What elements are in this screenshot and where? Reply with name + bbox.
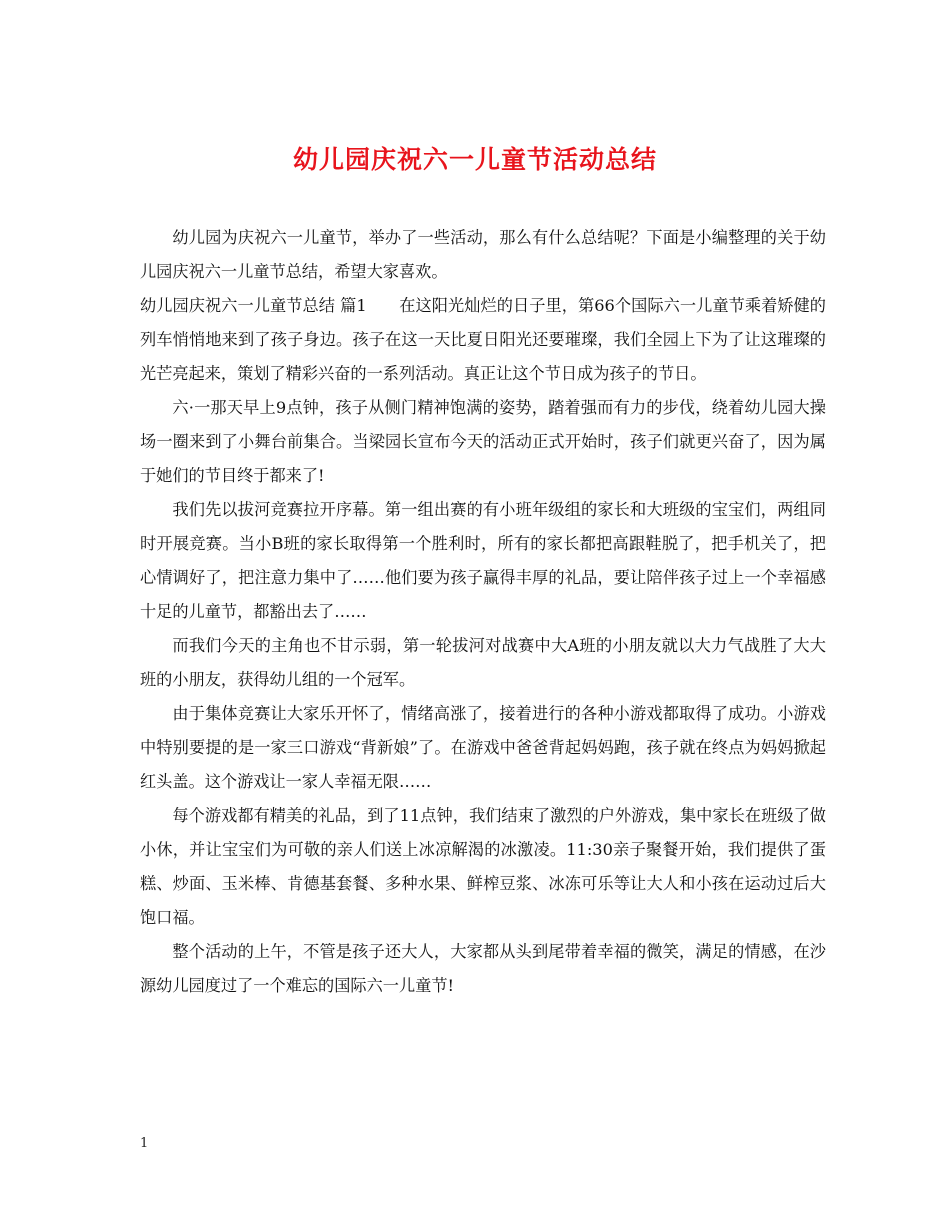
paragraph-tug-of-war: 我们先以拔河竞赛拉开序幕。第一组出赛的有小班年级组的家长和大班级的宝宝们，两组同时开展竞赛。当小B班的家长取得第一个胜利时，所有的家长都把高跟鞋脱了，把手机关了，把心情调好了，把注意力集中了……他们要为孩子赢得丰厚的礼品，要让陪伴孩子过上一个幸福感十足的儿童节，都豁出去了……	[140, 500, 826, 621]
document-body	[140, 221, 826, 1003]
paragraph-morning: 六·一那天早上9点钟，孩子从侧门精神饱满的姿势，踏着强而有力的步伐，绕着幼儿园大操场一圈来到了小舞台前集合。当梁园长宣布今天的活动正式开始时，孩子们就更兴奋了，因为属于她们的节目终于都来了!	[140, 398, 826, 485]
page-number: 1	[140, 1136, 149, 1151]
paragraph-games: 由于集体竞赛让大家乐开怀了，情绪高涨了，接着进行的各种小游戏都取得了成功。小游戏中特别要提的是一家三口游戏“背新娘”了。在游戏中爸爸背起妈妈跑，孩子就在终点为妈妈掀起红头盖。这个游戏让一家人幸福无限……	[140, 704, 826, 791]
paragraph-conclusion: 整个活动的上午，不管是孩子还大人，大家都从头到尾带着幸福的微笑，满足的情感，在沙源幼儿园度过了一个难忘的国际六一儿童节!	[140, 942, 826, 995]
paragraph-lunch: 每个游戏都有精美的礼品，到了11点钟，我们结束了激烈的户外游戏，集中家长在班级了做小休，并让宝宝们为可敬的亲人们送上冰凉解渴的冰激凌。11:30亲子聚餐开始，我们提供了蛋糕、炒面、玉米棒、肯德基套餐、多种水果、鲜榨豆浆、冰冻可乐等让大人和小孩在运动过后大饱口福。	[140, 806, 826, 927]
paragraph-intro: 幼儿园为庆祝六一儿童节，举办了一些活动，那么有什么总结呢？下面是小编整理的关于幼儿园庆祝六一儿童节总结，希望大家喜欢。	[140, 228, 826, 281]
paragraph-section-1: 幼儿园庆祝六一儿童节总结 篇1 在这阳光灿烂的日子里，第66个国际六一儿童节乘着矫健的列车悄悄地来到了孩子身边。孩子在这一天比夏日阳光还要璀璨，我们全园上下为了让这璀璨的光芒亮起来，策划了精彩兴奋的一系列活动。真正让这个节日成为孩子的节日。	[140, 296, 826, 383]
paragraph-champion: 而我们今天的主角也不甘示弱，第一轮拔河对战赛中大A班的小朋友就以大力气战胜了大大班的小朋友，获得幼儿组的一个冠军。	[140, 636, 826, 689]
document-title: 幼儿园庆祝六一儿童节活动总结	[292, 145, 657, 174]
